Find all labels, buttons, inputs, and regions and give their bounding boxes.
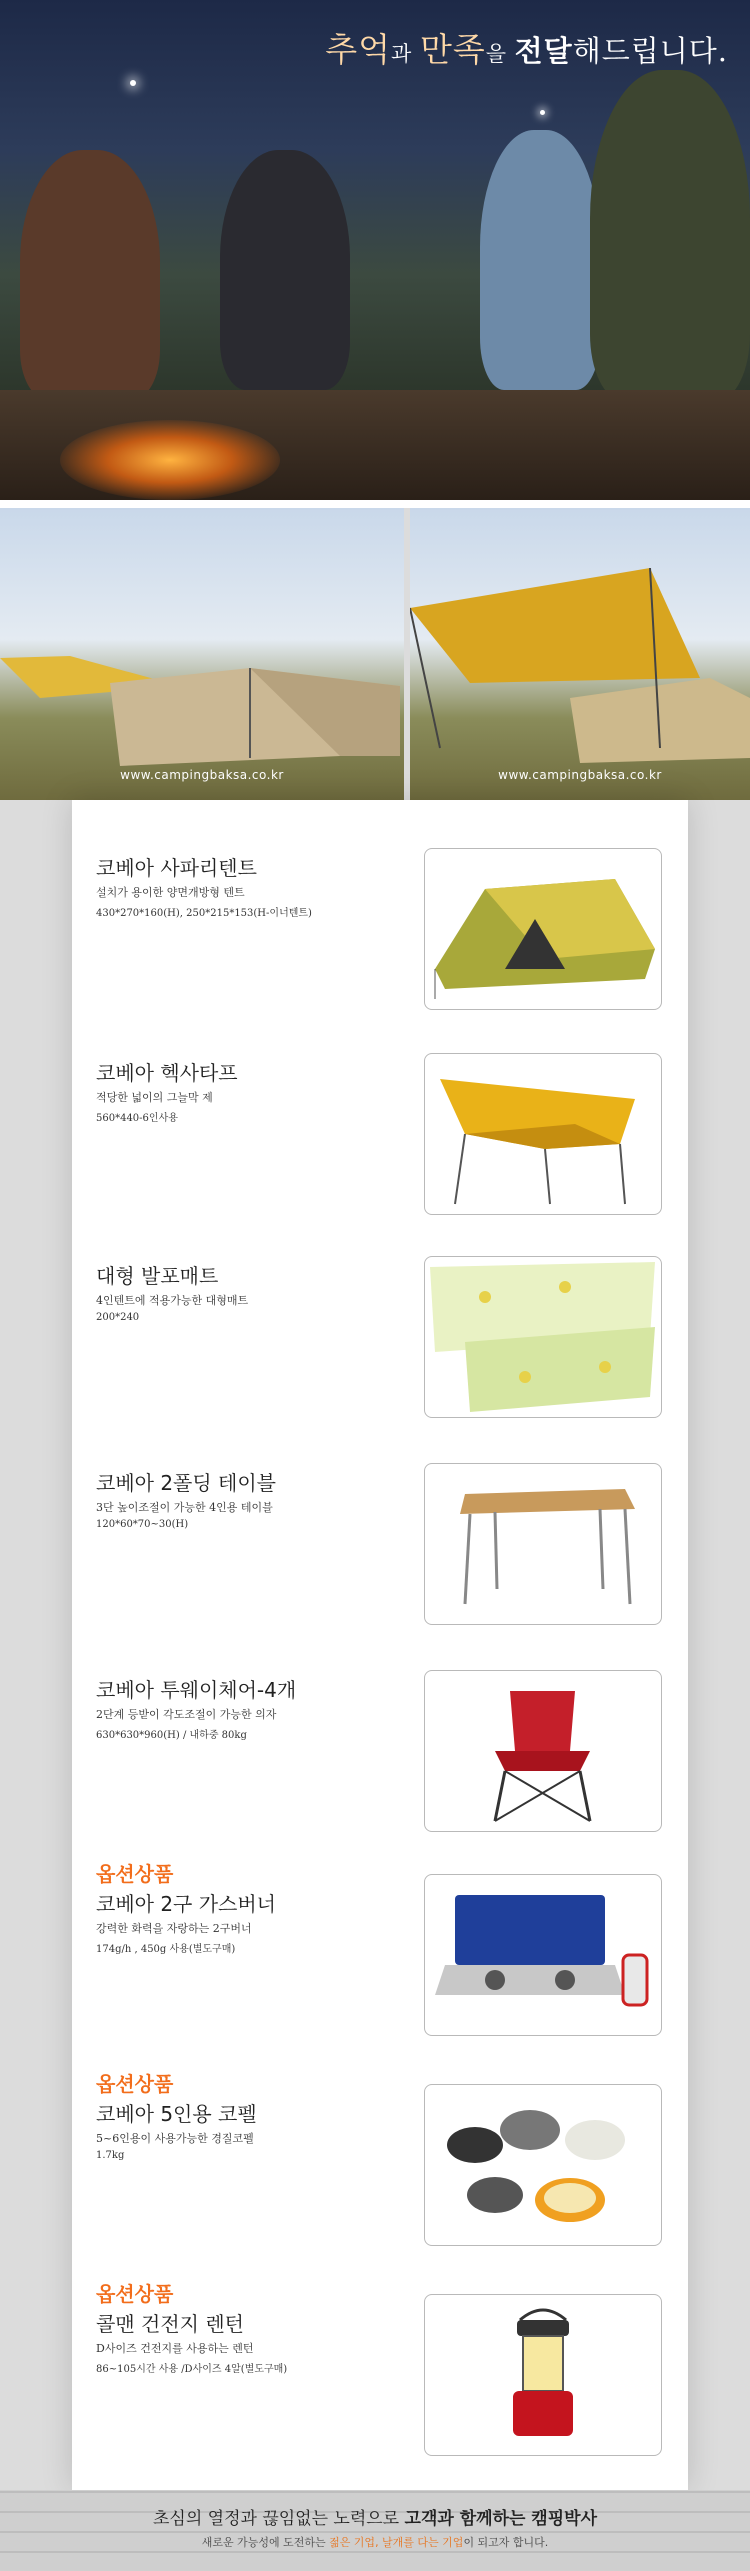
item-spec: 560*440-6인사용 [96, 1113, 178, 1124]
mat-icon [425, 1257, 661, 1417]
headline-word: 추억 [325, 30, 391, 69]
item-desc: 5~6인용이 사용가능한 경질코펠 [96, 2132, 254, 2145]
headline-strong: 전달 [514, 34, 573, 68]
street-light [540, 110, 545, 115]
tarp-illustration [410, 508, 750, 800]
footer-banner [0, 2490, 750, 2571]
tarp-icon [425, 1054, 661, 1214]
burner-icon [425, 1875, 661, 2035]
street-light [130, 80, 136, 86]
item-spec: 174g/h , 450g 사용(별도구매) [96, 1944, 236, 1955]
item-image [424, 1874, 662, 2036]
item-spec: 1.7kg [96, 2150, 125, 2161]
item-desc: D사이즈 건전지를 사용하는 렌턴 [96, 2342, 254, 2355]
footer-slogan [0, 2504, 750, 2529]
item-desc: 설치가 용이한 양면개방형 텐트 [96, 886, 245, 899]
option-badge: 옵션상품 [96, 1862, 174, 1886]
tent-photo-left [0, 508, 404, 800]
item-name: 대형 발포매트 [96, 1264, 219, 1288]
item-name: 코베아 헥사타프 [96, 1061, 238, 1085]
list-item [72, 1455, 688, 1635]
headline-word: 해드립니다. [572, 34, 728, 68]
person-silhouette [220, 150, 350, 390]
item-desc: 강력한 화력을 자랑하는 2구버너 [96, 1922, 252, 1935]
item-spec: 630*630*960(H) / 내하중 80kg [96, 1730, 247, 1741]
tent-icon [425, 849, 661, 1009]
cookware-icon [425, 2085, 661, 2245]
photo-watermark: www.campingbaksa.co.kr [498, 768, 662, 782]
item-image [424, 848, 662, 1010]
item-desc: 적당한 넓이의 그늘막 제 [96, 1091, 213, 1104]
tent-photo-right [410, 508, 750, 800]
item-name: 콜맨 건전지 렌턴 [96, 2312, 244, 2336]
item-image [424, 1463, 662, 1625]
list-item [72, 1045, 688, 1225]
list-item [72, 840, 688, 1020]
list-item [72, 1248, 688, 1428]
item-spec: 120*60*70~30(H) [96, 1519, 189, 1530]
item-image [424, 2084, 662, 2246]
option-badge: 옵션상품 [96, 2282, 174, 2306]
table-icon [425, 1464, 661, 1624]
lantern-icon [425, 2295, 661, 2455]
footer-slogan-strong: 고객과 함께하는 캠핑박사 [404, 2509, 597, 2529]
product-list [72, 800, 688, 2490]
grill-fire [60, 420, 280, 500]
list-item [72, 1852, 688, 2032]
divider [0, 500, 750, 508]
item-desc: 3단 높이조절이 가능한 4인용 테이블 [96, 1501, 273, 1514]
item-name: 코베아 사파리텐트 [96, 856, 257, 880]
item-desc: 4인텐트에 적용가능한 대형매트 [96, 1294, 249, 1307]
hero-banner [0, 0, 750, 500]
item-desc: 2단계 등받이 각도조절이 가능한 의자 [96, 1708, 277, 1721]
item-name: 코베아 5인용 코펠 [96, 2102, 257, 2126]
headline-word: 만족 [419, 30, 486, 69]
person-silhouette [590, 70, 750, 400]
item-spec: 430*270*160(H), 250*215*153(H-이너텐트) [96, 908, 312, 919]
person-silhouette [480, 130, 600, 390]
tent-illustration [0, 508, 404, 800]
headline-word: 과 [390, 42, 420, 66]
item-image [424, 1670, 662, 1832]
item-image [424, 2294, 662, 2456]
option-badge: 옵션상품 [96, 2072, 174, 2096]
list-item [72, 2062, 688, 2242]
list-item [72, 1662, 688, 1842]
person-silhouette [20, 150, 160, 400]
chair-icon [425, 1671, 661, 1831]
footer-subline-highlight: 젊은 기업, 날개를 다는 기업 [329, 2536, 464, 2549]
footer-subline-pre: 새로운 가능성에 도전하는 [201, 2536, 330, 2549]
list-item [72, 2272, 688, 2452]
item-name: 코베아 2폴딩 테이블 [96, 1471, 276, 1495]
headline-word: 을 [485, 42, 515, 66]
footer-subline-post: 이 되고자 합니다. [463, 2536, 549, 2549]
item-spec: 200*240 [96, 1312, 140, 1323]
footer-slogan-pre: 초심의 열정과 끊임없는 노력으로 [152, 2509, 405, 2529]
item-spec: 86~105시간 사용 /D사이즈 4알(별도구매) [96, 2364, 288, 2375]
photo-watermark: www.campingbaksa.co.kr [120, 768, 284, 782]
hero-headline [325, 24, 728, 71]
item-name: 코베아 2구 가스버너 [96, 1892, 276, 1916]
item-image [424, 1053, 662, 1215]
footer-subline [0, 2534, 750, 2550]
item-image [424, 1256, 662, 1418]
item-name: 코베아 투웨이체어-4개 [96, 1678, 297, 1702]
